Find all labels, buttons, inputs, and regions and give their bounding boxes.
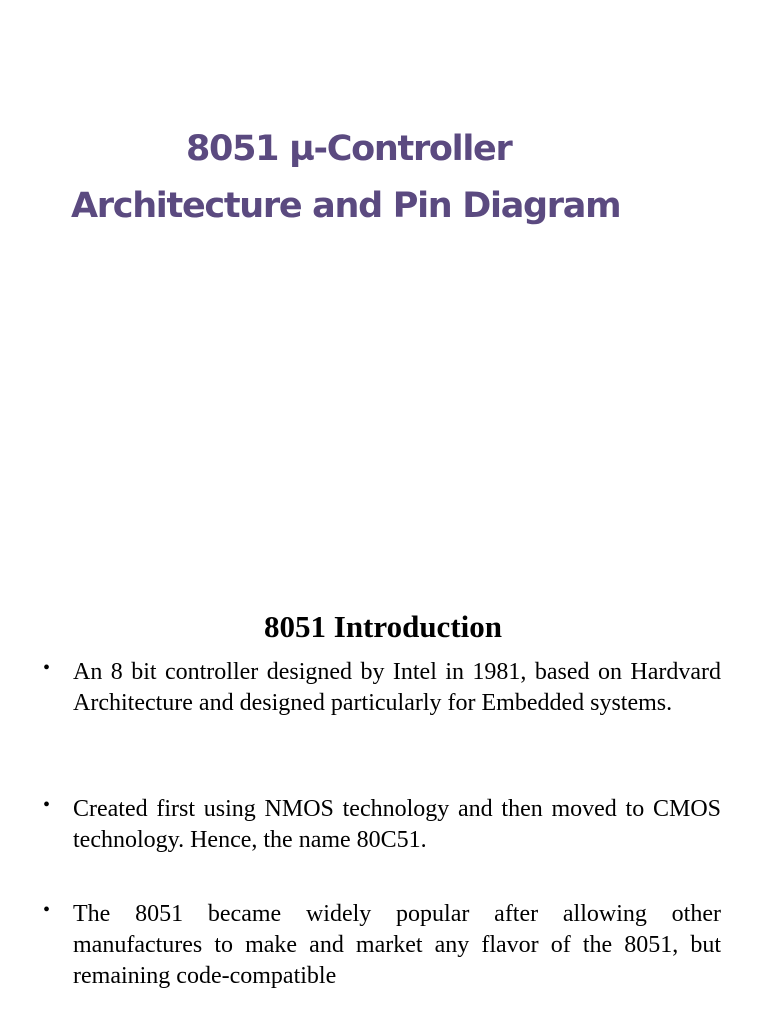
slide-title-line-2: Architecture and Pin Diagram — [71, 186, 621, 226]
bullet-text-3: The 8051 became widely popular after allowing other manufactures to make and market any flavor of the 8051, but remaining code-compatible — [73, 901, 721, 989]
bullet-dot-icon: • — [43, 657, 51, 679]
introduction-heading: 8051 Introduction — [264, 609, 502, 644]
bullet-text-2: Created first using NMOS technology and then moved to CMOS technology. Hence, the name 80C51. — [73, 796, 721, 853]
bullet-text-1: An 8 bit controller designed by Intel in 1981, based on Hardvard Architecture and designed particularly for Embedded systems. — [73, 659, 721, 716]
bullet-dot-icon: • — [43, 899, 51, 921]
slide-title-line-1: 8051 µ-Controller — [186, 129, 512, 169]
bullet-dot-icon: • — [43, 794, 51, 816]
